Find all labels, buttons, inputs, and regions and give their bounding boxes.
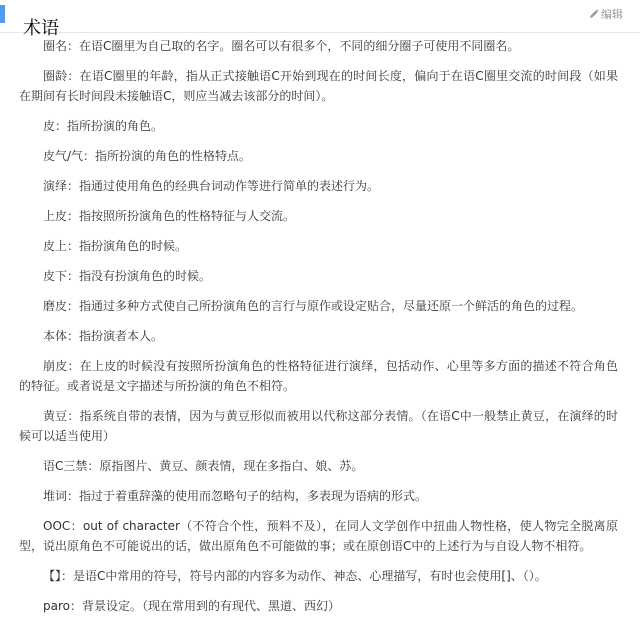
term-paragraph: 皮气/气：指所扮演的角色的性格特点。 bbox=[43, 149, 252, 163]
term-paragraph: 上皮：指按照所扮演角色的性格特征与人交流。 bbox=[43, 209, 296, 223]
section-title: 术语 bbox=[23, 17, 59, 39]
term-paragraph: 皮下：指没有扮演角色的时候。 bbox=[43, 269, 212, 283]
term-paragraph: 【】：是语C中常用的符号，符号内部的内容多为动作、神态、心理描写，有时也会使用[]、（）。 bbox=[43, 569, 547, 583]
term-paragraph: 本体：指扮演者本人。 bbox=[43, 329, 164, 343]
edit-button[interactable] bbox=[589, 6, 623, 22]
terminology-content bbox=[0, 32, 630, 626]
term-paragraph: 语C三禁：原指图片、黄豆、颜表情，现在多指白、娘、苏。 bbox=[43, 459, 364, 473]
term-paragraph: 皮：指所扮演的角色。 bbox=[43, 119, 164, 133]
section-header bbox=[0, 0, 640, 39]
term-paragraph: 圈龄：在语C圈里的年龄，指从正式接触语C开始到现在的时间长度，偏向于在语C圈里交流的时间段（如果在期间有长时间段未接触语C，则应当减去该部分的时间）。 bbox=[19, 69, 618, 103]
term-paragraph: 圈名：在语C圈里为自己取的名字。圈名可以有很多个，不同的细分圈子可使用不同圈名。 bbox=[43, 39, 520, 53]
term-paragraph: paro：背景设定。（现在常用到的有现代、黑道、西幻） bbox=[43, 599, 340, 613]
pencil-icon bbox=[589, 9, 599, 19]
edit-label: 编辑 bbox=[601, 8, 623, 21]
term-paragraph: 黄豆：指系统自带的表情，因为与黄豆形似而被用以代称这部分表情。（在语C中一般禁止黄豆，在演绎的时候可以适当使用） bbox=[19, 409, 618, 443]
section-accent-bar bbox=[0, 5, 5, 23]
term-paragraph: 磨皮：指通过多种方式使自己所扮演角色的言行与原作或设定贴合，尽量还原一个鲜活的角色的过程。 bbox=[43, 299, 584, 313]
term-paragraph: 崩皮：在上皮的时候没有按照所扮演角色的性格特征进行演绎，包括动作、心里等多方面的描述不符合角色的特征。或者说是文字描述与所扮演的角色不相符。 bbox=[19, 359, 618, 393]
term-paragraph: 堆词：指过于着重辞藻的使用而忽略句子的结构，多表现为语病的形式。 bbox=[43, 489, 428, 503]
term-paragraph: 演绎：指通过使用角色的经典台词动作等进行简单的表述行为。 bbox=[43, 179, 380, 193]
term-paragraph: OOC：out of character（不符合个性，预料不及），在同人文学创作中扭曲人物性格，使人物完全脱离原型，说出原角色不可能说出的话，做出原角色不可能做的事；或在原创语C中的上述行为与自设人物不相符。 bbox=[19, 519, 618, 553]
term-paragraph: 皮上：指扮演角色的时候。 bbox=[43, 239, 188, 253]
